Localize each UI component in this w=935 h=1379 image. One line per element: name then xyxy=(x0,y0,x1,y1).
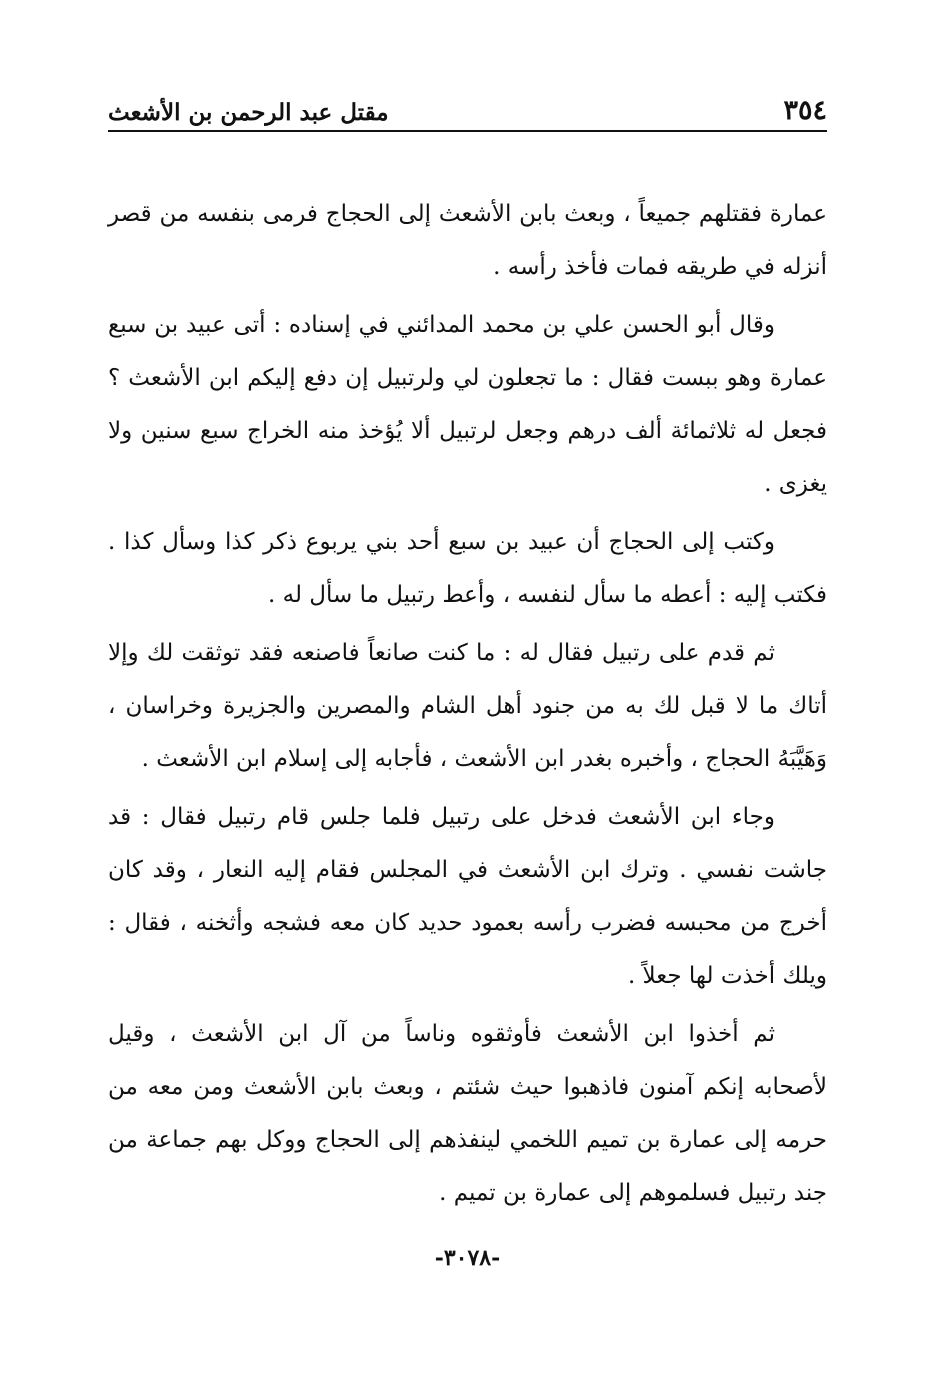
paragraph: وجاء ابن الأشعث فدخل على رتبيل فلما جلس قام رتبيل فقال : قد جاشت نفسي . وترك ابن الأشعث في المجلس فقام إليه النعار ، وقد كان أخرج من محبسه فضرب رأسه بعمود حديد كان معه فشجه وأثخنه ، فقال : ويلك أخذت لها جعلاً . xyxy=(108,804,827,989)
paragraph: عمارة فقتلهم جميعاً ، وبعث بابن الأشعث إلى الحجاج فرمى بنفسه من قصر أنزله في طريقه فمات فأخذ رأسه . xyxy=(108,201,827,280)
running-header xyxy=(108,82,827,132)
footer-page-number: -٣٠٧٨- xyxy=(434,1245,501,1271)
paragraph: وكتب إلى الحجاج أن عبيد بن سبع أحد بني يربوع ذكر كذا وسأل كذا . فكتب إليه : أعطه ما سأل لنفسه ، وأعط رتبيل ما سأل له . xyxy=(108,529,827,608)
paragraph: ثم قدم على رتبيل فقال له : ما كنت صانعاً فاصنعه فقد توثقت لك وإلا أتاك ما لا قبل لك به من جنود أهل الشام والمصرين والجزيرة وخراسان ، وَهَيَّبَهُ الحجاج ، وأخبره بغدر ابن الأشعث ، فأجابه إلى إسلام ابن الأشعث . xyxy=(108,640,827,772)
paragraph: وقال أبو الحسن علي بن محمد المدائني في إسناده : أتى عبيد بن سبع عمارة وهو ببست فقال : ما تجعلون لي ولرتبيل إن دفع إليكم ابن الأشعث ؟ فجعل له ثلاثمائة ألف درهم وجعل لرتبيل ألا يُؤخذ منه الخراج سبع سنين ولا يغزى . xyxy=(108,312,827,497)
header-page-number: ٣٥٤ xyxy=(783,95,827,126)
chapter-title: مقتل عبد الرحمن بن الأشعث xyxy=(108,99,389,126)
page-content xyxy=(108,0,827,1379)
body-text xyxy=(108,188,827,1225)
paragraph: ثم أخذوا ابن الأشعث فأوثقوه وناساً من آل ابن الأشعث ، وقيل لأصحابه إنكم آمنون فاذهبوا حيث شئتم ، وبعث بابن الأشعث ومن معه من حرمه إلى عمارة بن تميم اللخمي لينفذهم إلى الحجاج ووكل بهم جماعة من جند رتبيل فسلموهم إلى عمارة بن تميم . xyxy=(108,1021,827,1206)
